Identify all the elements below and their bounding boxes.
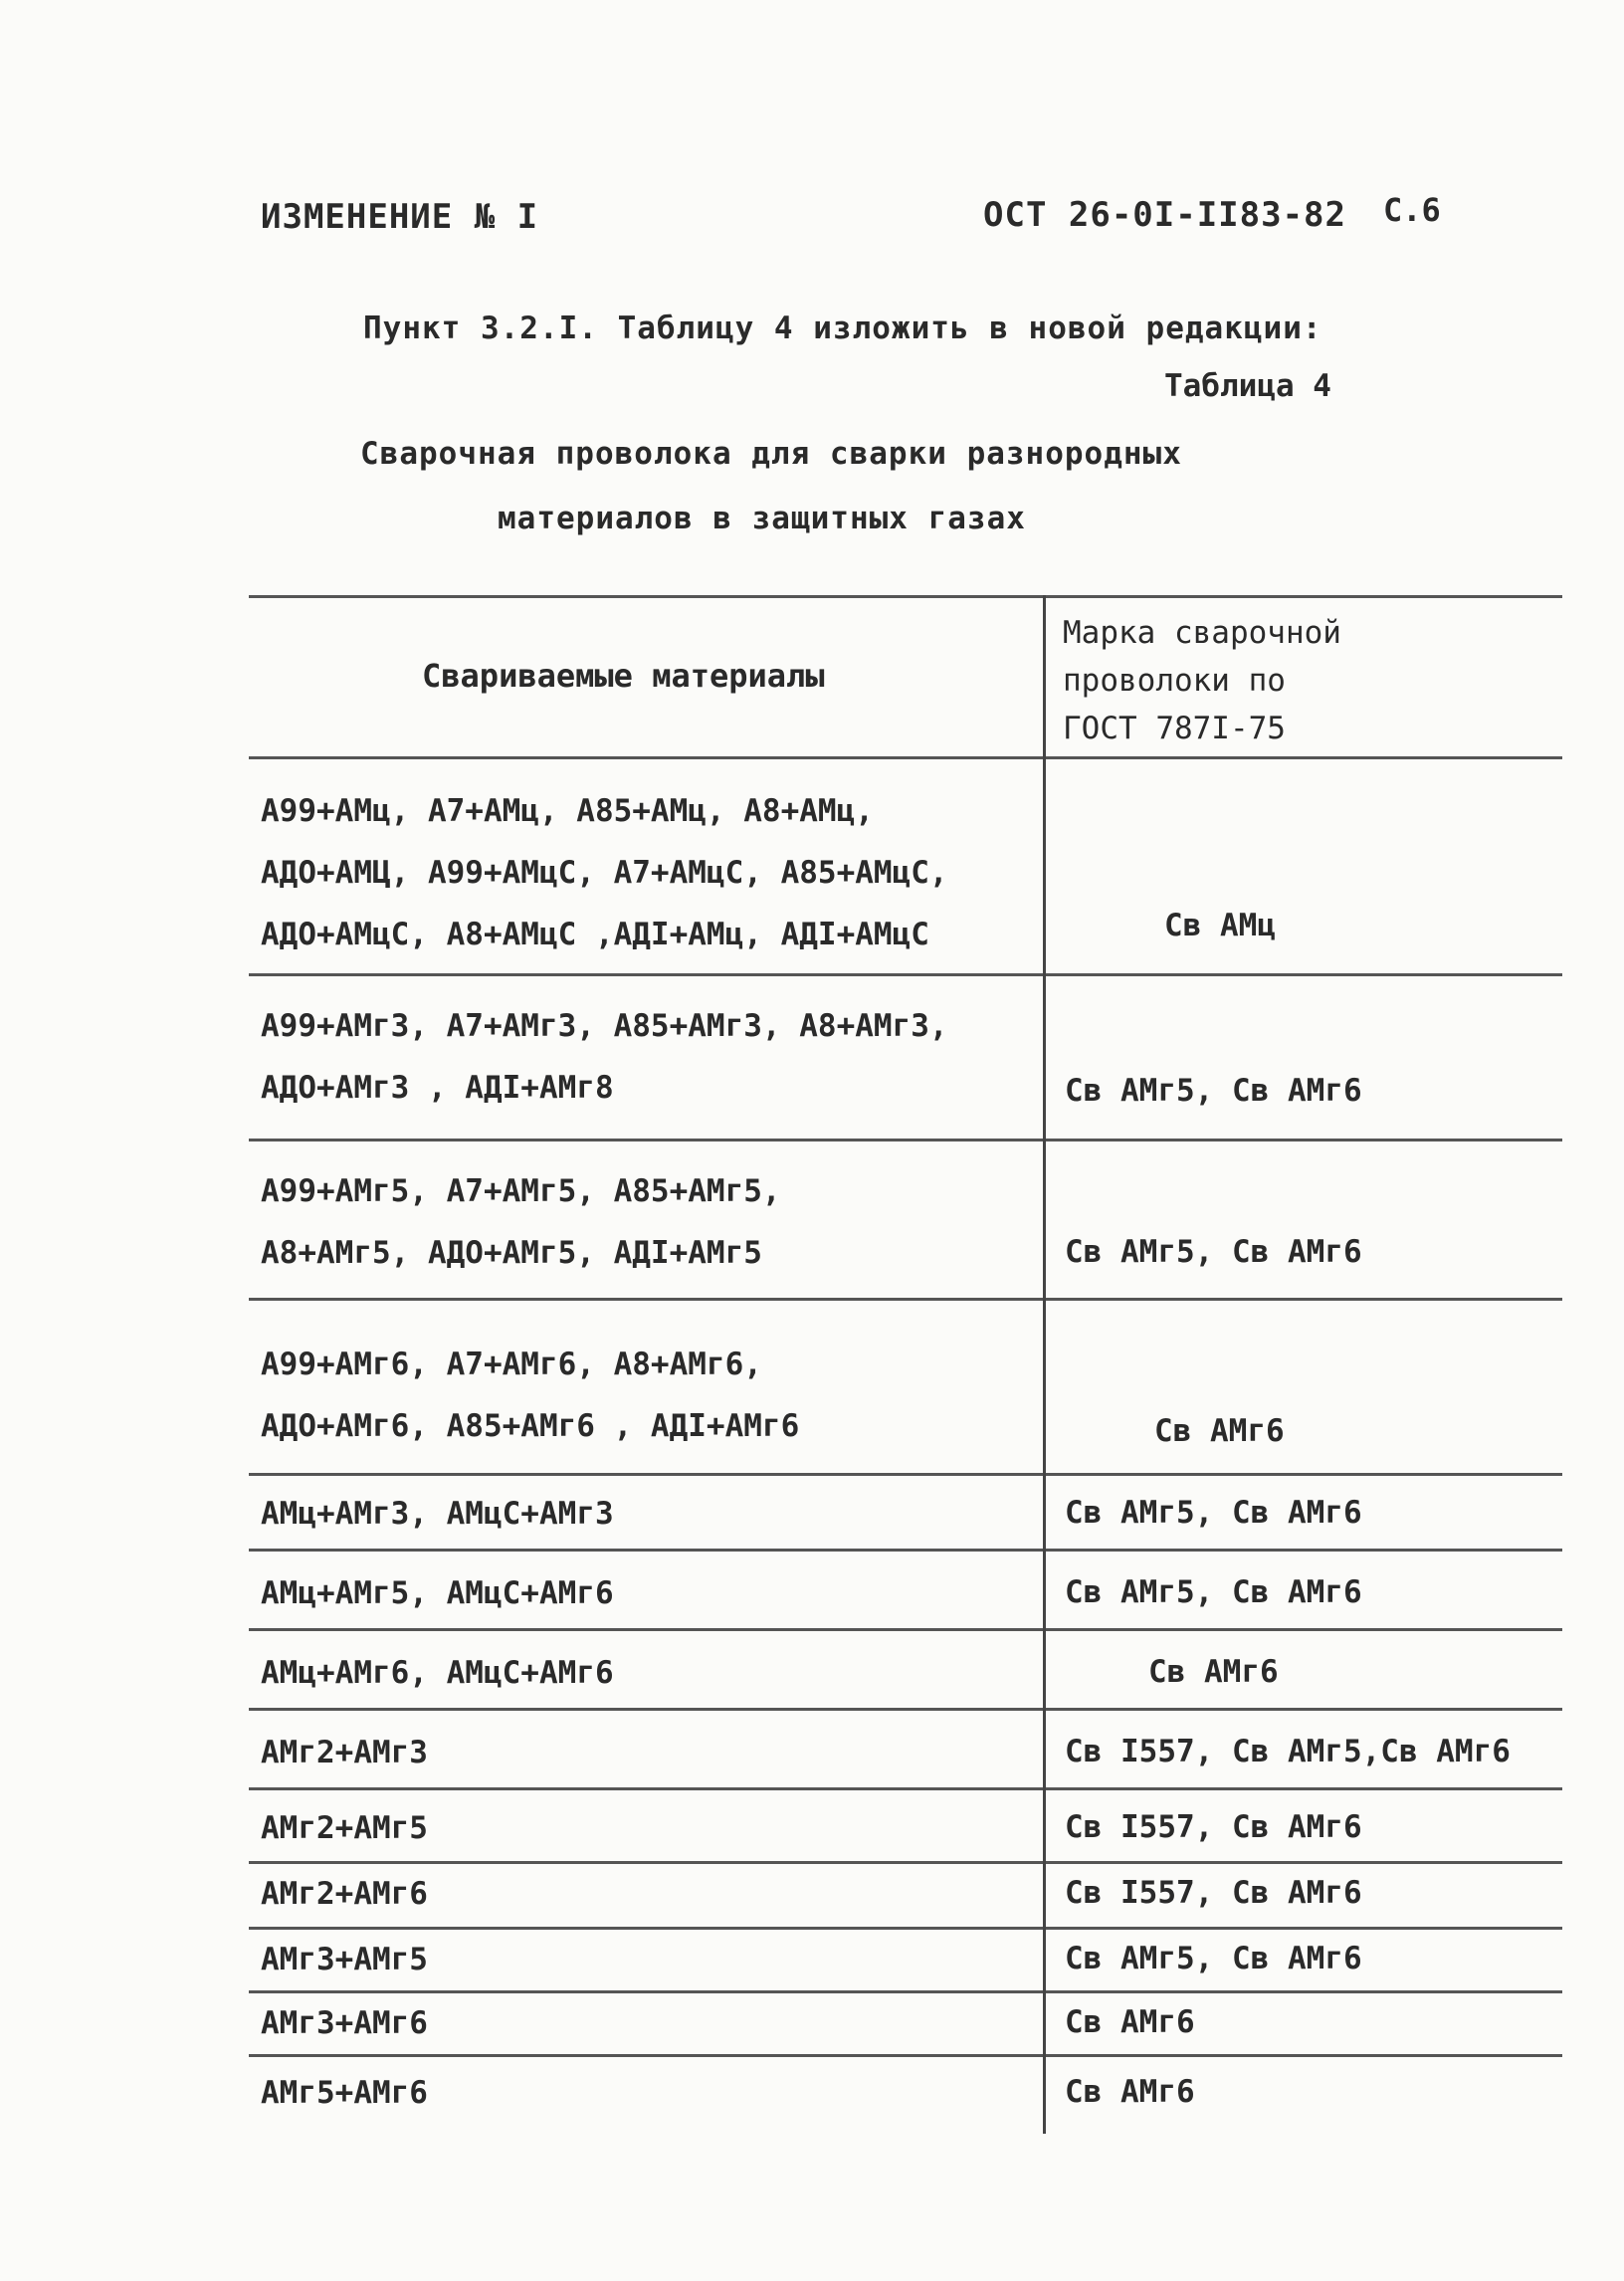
table-row-wire: Св АМг5, Св АМг6 <box>1065 1574 1362 1610</box>
materials-line: АМг2+АМг3 <box>261 1735 428 1770</box>
row-border <box>249 1298 1562 1301</box>
table-row-wire: Св АМг6 <box>1065 2074 1195 2110</box>
materials-line: А99+АМг6, А7+АМг6, А8+АМг6, <box>261 1347 762 1382</box>
column-header-wire-line: ГОСТ 787I-75 <box>1063 711 1286 746</box>
column-header-wire-line: проволоки по <box>1063 663 1286 699</box>
change-number: ИЗМЕНЕНИЕ № I <box>261 197 539 237</box>
standard-number: ОСТ 26-0I-II83-82 <box>983 195 1346 235</box>
table-row-materials <box>261 2062 1037 2124</box>
table-header-border <box>249 756 1562 759</box>
table-title-line-1: Сварочная проволока для сварки разнородных <box>360 436 1182 472</box>
table-row-wire: Св I557, Св АМг5,Св АМг6 <box>1065 1734 1511 1769</box>
table-row-wire: Св АМг6 <box>1154 1413 1285 1449</box>
materials-line: АМц+АМг6, АМцС+АМг6 <box>261 1655 614 1691</box>
materials-line: АМг5+АМг6 <box>261 2075 428 2111</box>
table-row-wire: Св I557, Св АМг6 <box>1065 1875 1362 1911</box>
table-row-materials <box>261 1992 1037 2054</box>
column-header-wire-line: Марка сварочной <box>1063 615 1341 651</box>
table-title-line-2: материалов в защитных газах <box>498 501 1026 536</box>
row-border <box>249 1787 1562 1790</box>
table-row-materials <box>261 780 1037 965</box>
table-row-materials <box>261 1722 1037 1783</box>
table-row-materials <box>261 995 1037 1119</box>
materials-line: АМг3+АМг6 <box>261 2005 428 2041</box>
column-header-wire <box>1063 609 1521 752</box>
row-border <box>249 2054 1562 2057</box>
table-row-wire: Св АМг5, Св АМг6 <box>1065 1495 1362 1531</box>
instruction-text: Пункт 3.2.I. Таблицу 4 изложить в новой редакции: <box>363 311 1322 346</box>
table-row-materials <box>261 1797 1037 1859</box>
table-row-materials <box>261 1334 1037 1457</box>
materials-line: АМц+АМг5, АМцС+АМг6 <box>261 1575 614 1611</box>
column-header-materials: Свариваемые материалы <box>422 657 825 695</box>
table-row-wire: Св АМц <box>1164 908 1276 943</box>
table-row-materials <box>261 1642 1037 1704</box>
materials-line: АМг2+АМг6 <box>261 1876 428 1912</box>
table-row-wire: Св АМг6 <box>1148 1654 1279 1690</box>
row-border <box>249 1708 1562 1711</box>
table-row-materials <box>261 1160 1037 1284</box>
materials-line: АДО+АМЦ, А99+АМцС, А7+АМцС, А85+АМцС, <box>261 855 948 891</box>
table-row-wire: Св АМг5, Св АМг6 <box>1065 1073 1362 1109</box>
materials-line: АМг3+АМг5 <box>261 1942 428 1977</box>
table-top-border <box>249 595 1562 598</box>
row-border <box>249 1628 1562 1631</box>
materials-line: А99+АМц, А7+АМц, А85+АМц, А8+АМц, <box>261 793 874 829</box>
row-border <box>249 973 1562 976</box>
materials-line: А99+АМг3, А7+АМг3, А85+АМг3, А8+АМг3, <box>261 1008 948 1044</box>
table-row-wire: Св I557, Св АМг6 <box>1065 1809 1362 1845</box>
table-row-wire: Св АМг5, Св АМг6 <box>1065 1941 1362 1976</box>
table-row-materials <box>261 1863 1037 1925</box>
table-row-wire: Св АМг5, Св АМг6 <box>1065 1234 1362 1270</box>
table-label: Таблица 4 <box>1164 368 1331 404</box>
row-border <box>249 1473 1562 1476</box>
materials-line: АДО+АМг3 , АДI+АМг8 <box>261 1070 614 1106</box>
materials-line: АДО+АМг6, А85+АМг6 , АДI+АМг6 <box>261 1408 800 1444</box>
table-row-materials <box>261 1562 1037 1624</box>
row-border <box>249 1549 1562 1552</box>
materials-line: АМц+АМг3, АМцС+АМг3 <box>261 1496 614 1532</box>
materials-line: АДО+АМцС, А8+АМцС ,АДI+АМц, АДI+АМцС <box>261 917 929 952</box>
row-border <box>249 1139 1562 1141</box>
table-row-materials <box>261 1483 1037 1545</box>
table-row-wire: Св АМг6 <box>1065 2004 1195 2040</box>
materials-line: А99+АМг5, А7+АМг5, А85+АМг5, <box>261 1173 781 1209</box>
page-number: С.6 <box>1383 191 1441 229</box>
table-row-materials <box>261 1929 1037 1990</box>
column-divider <box>1043 595 1046 2134</box>
materials-line: А8+АМг5, АДО+АМг5, АДI+АМг5 <box>261 1235 762 1271</box>
materials-line: АМг2+АМг5 <box>261 1810 428 1846</box>
